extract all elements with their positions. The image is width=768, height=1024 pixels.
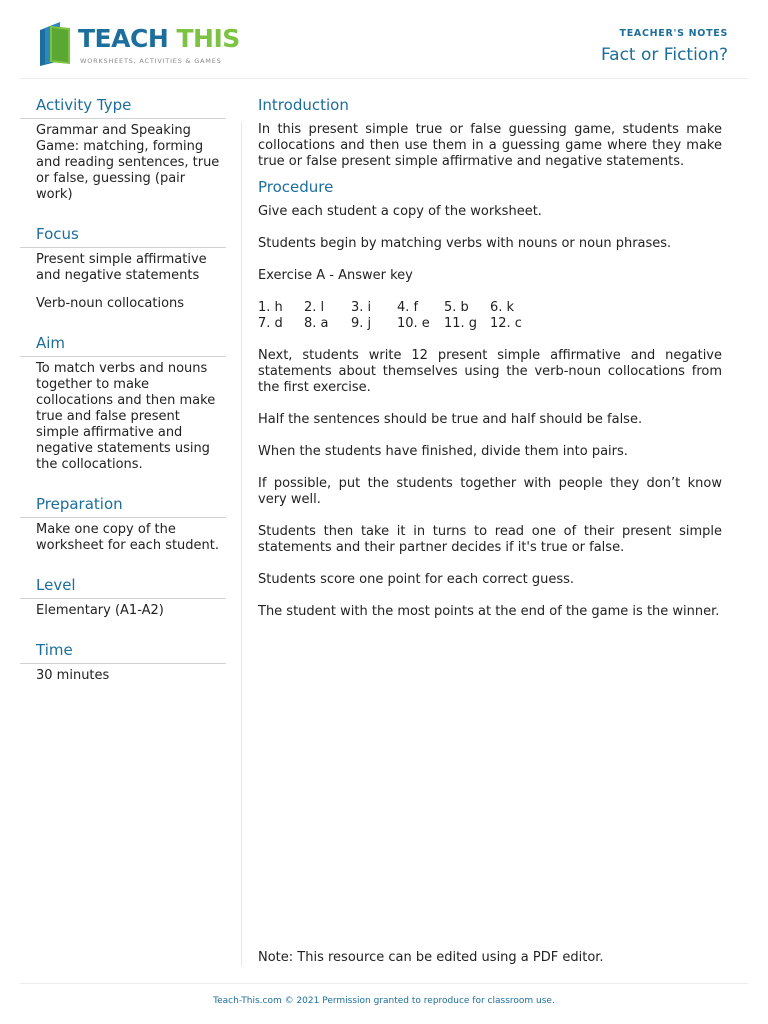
answer-key-item: 2. l [304, 300, 325, 315]
section-heading: Time [36, 641, 73, 659]
procedure-step: The student with the most points at the end of the game is the winner. [258, 604, 720, 619]
logo-word-teach: TEACH [78, 24, 169, 53]
sidebar-section-level [20, 576, 226, 619]
answer-key-item: 4. f [397, 300, 419, 315]
answer-key-item: 10. e [397, 316, 430, 331]
footer-divider [20, 983, 748, 984]
sidebar [20, 96, 226, 706]
introduction-text: In this present simple true or false guessing game, students make collocations and then use them in a guessing game where they make true or false present simple affirmative and negative statements. [258, 122, 722, 169]
section-heading: Preparation [36, 495, 123, 513]
answer-key-item: 12. c [490, 316, 522, 331]
procedure-step: If possible, put the students together with people they don’t know very well. [258, 476, 722, 507]
book-icon [36, 22, 78, 66]
introduction-heading: Introduction [258, 96, 349, 114]
section-divider [20, 356, 226, 357]
section-heading: Level [36, 576, 76, 594]
section-divider [20, 247, 226, 248]
copyright-footer: Teach-This.com © 2021 Permission granted to reproduce for classroom use. [213, 996, 555, 1006]
procedure-step: Students score one point for each correct guess. [258, 572, 575, 587]
logo-wordmark [78, 24, 240, 53]
procedure-step: Half the sentences should be true and half should be false. [258, 412, 643, 427]
answer-key [258, 300, 722, 332]
section-heading: Focus [36, 225, 79, 243]
editing-note: Note: This resource can be edited using a PDF editor. [258, 950, 604, 965]
section-text: Make one copy of the worksheet for each student. [36, 522, 220, 553]
section-text: Elementary (A1-A2) [36, 603, 164, 618]
section-divider [20, 118, 226, 119]
section-text: Present simple affirmative and negative statements [36, 252, 207, 283]
answer-key-item: 3. i [351, 300, 372, 315]
section-text: 30 minutes [36, 668, 110, 683]
procedure-step: Students then take it in turns to read one of their present simple statements and their partner decides if it's true or false. [258, 524, 722, 555]
section-divider [20, 663, 226, 664]
procedure-heading: Procedure [258, 178, 334, 196]
sidebar-section-preparation [20, 495, 226, 554]
document-type-label: TEACHER'S NOTES [619, 28, 728, 39]
main-content [258, 96, 722, 636]
sidebar-section-activity-type [20, 96, 226, 203]
procedure-step: When the students have finished, divide them into pairs. [258, 444, 628, 459]
section-text: To match verbs and nouns together to make collocations and then make true and false present simple affirmative and negative statements using the collocations. [36, 361, 216, 472]
procedure-step: Give each student a copy of the worksheet. [258, 204, 542, 219]
answer-key-item: 11. g [444, 316, 478, 331]
section-heading: Activity Type [36, 96, 132, 114]
sidebar-section-aim [20, 334, 226, 473]
section-divider [20, 517, 226, 518]
answer-key-row [258, 316, 722, 332]
sidebar-section-focus [20, 225, 226, 312]
page-header [0, 0, 768, 80]
section-divider [20, 598, 226, 599]
answer-key-item: 8. a [304, 316, 329, 331]
logo-tagline: WORKSHEETS, ACTIVITIES & GAMES [80, 57, 222, 65]
answer-key-item: 7. d [258, 316, 283, 331]
answer-key-item: 1. h [258, 300, 283, 315]
answer-key-item: 6. k [490, 300, 515, 315]
procedure-step: Next, students write 12 present simple affirmative and negative statements about themselves using the verb-noun collocations from the first exercise. [258, 348, 722, 395]
procedure-step: Students begin by matching verbs with nouns or noun phrases. [258, 236, 672, 251]
answer-key-label: Exercise A - Answer key [258, 268, 413, 283]
section-text: Grammar and Speaking Game: matching, forming and reading sentences, true or false, guessing (pair work) [36, 123, 220, 202]
teach-this-logo [36, 22, 240, 70]
column-divider [241, 122, 242, 966]
logo-word-this: THIS [176, 24, 240, 53]
header-divider [20, 78, 748, 79]
answer-key-item: 5. b [444, 300, 469, 315]
section-text: Verb-noun collocations [36, 296, 185, 311]
answer-key-row [258, 300, 722, 316]
page-title: Fact or Fiction? [600, 45, 728, 65]
answer-key-item: 9. j [351, 316, 372, 331]
section-heading: Aim [36, 334, 66, 352]
sidebar-section-time [20, 641, 226, 684]
